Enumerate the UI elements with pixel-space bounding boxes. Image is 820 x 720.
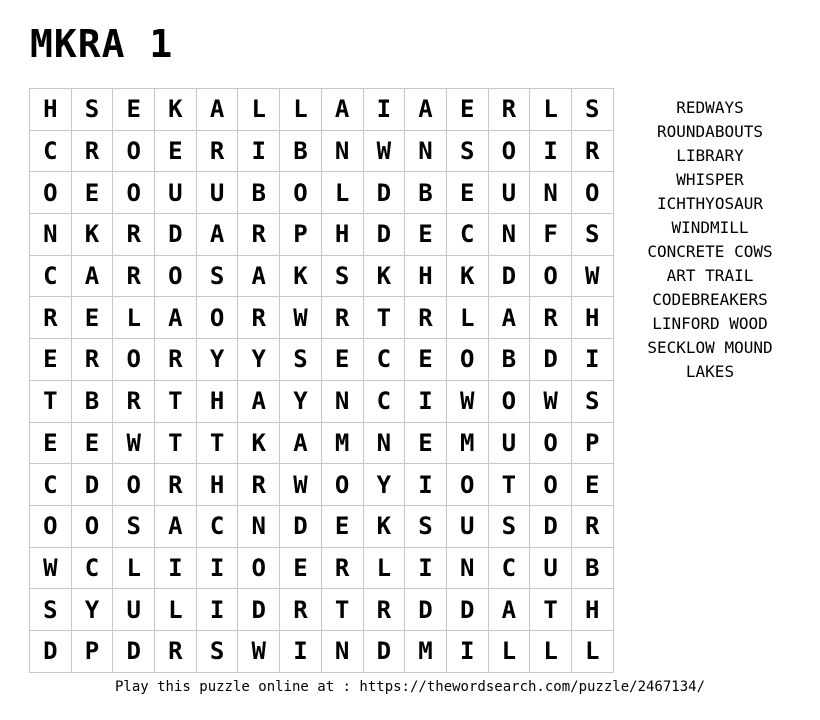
grid-row — [30, 464, 614, 506]
grid-cell[interactable]: D — [446, 589, 488, 631]
word-list-item: CONCRETE COWS — [647, 242, 773, 261]
grid-cell[interactable]: O — [530, 255, 572, 297]
grid-cell[interactable]: S — [280, 339, 322, 381]
word-list-item: WHISPER — [676, 170, 744, 189]
grid-cell[interactable]: R — [321, 297, 363, 339]
grid-cell[interactable]: E — [30, 422, 72, 464]
grid-cell[interactable]: O — [571, 172, 613, 214]
grid-cell[interactable]: D — [363, 630, 405, 672]
grid-cell[interactable]: L — [155, 589, 197, 631]
grid-cell[interactable]: O — [71, 505, 113, 547]
grid-cell[interactable]: U — [155, 172, 197, 214]
footer-play-online-text: Play this puzzle online at : https://thewordsearch.com/puzzle/2467134/ — [114, 679, 705, 695]
grid-cell[interactable]: B — [488, 339, 530, 381]
grid-cell[interactable]: S — [405, 505, 447, 547]
grid-cell[interactable]: D — [71, 464, 113, 506]
grid-cell[interactable]: T — [363, 297, 405, 339]
grid-cell[interactable]: B — [71, 380, 113, 422]
grid-cell[interactable]: N — [405, 130, 447, 172]
grid-cell[interactable]: R — [238, 214, 280, 256]
word-list-item: LINFORD WOOD — [652, 314, 768, 333]
grid-cell[interactable]: U — [113, 589, 155, 631]
grid-cell[interactable]: B — [280, 130, 322, 172]
grid-cell[interactable]: D — [530, 339, 572, 381]
word-list-item: LIBRARY — [676, 146, 744, 165]
grid-cell[interactable]: L — [363, 547, 405, 589]
word-list-item: ROUNDABOUTS — [657, 122, 763, 141]
grid-row — [30, 589, 614, 631]
grid-cell[interactable]: R — [405, 297, 447, 339]
grid-cell[interactable]: R — [71, 339, 113, 381]
grid-cell[interactable]: E — [571, 464, 613, 506]
grid-cell[interactable]: S — [196, 630, 238, 672]
grid-cell[interactable]: L — [238, 89, 280, 131]
grid-cell[interactable]: W — [238, 630, 280, 672]
word-list-item: SECKLOW MOUND — [647, 338, 773, 357]
grid-cell[interactable]: N — [530, 172, 572, 214]
grid-cell[interactable]: R — [196, 130, 238, 172]
grid-cell[interactable]: A — [238, 255, 280, 297]
grid-cell[interactable]: W — [113, 422, 155, 464]
grid-cell[interactable]: M — [405, 630, 447, 672]
grid-cell[interactable]: C — [71, 547, 113, 589]
grid-cell[interactable]: T — [321, 589, 363, 631]
grid-cell[interactable]: R — [321, 547, 363, 589]
grid-cell[interactable]: N — [238, 505, 280, 547]
grid-row — [30, 380, 614, 422]
grid-cell[interactable]: N — [321, 630, 363, 672]
grid-cell[interactable]: W — [30, 547, 72, 589]
grid-row — [30, 422, 614, 464]
grid-cell[interactable]: R — [113, 214, 155, 256]
grid-cell[interactable]: S — [321, 255, 363, 297]
grid-cell[interactable]: W — [280, 464, 322, 506]
puzzle-title: MKRA 1 — [30, 22, 174, 66]
grid-cell[interactable]: C — [363, 380, 405, 422]
grid-cell[interactable]: D — [280, 505, 322, 547]
grid-cell[interactable]: O — [530, 422, 572, 464]
grid-cell[interactable]: I — [363, 89, 405, 131]
grid-cell[interactable]: O — [238, 547, 280, 589]
grid-cell[interactable]: N — [30, 214, 72, 256]
grid-cell[interactable]: O — [113, 339, 155, 381]
grid-cell[interactable]: L — [488, 630, 530, 672]
grid-cell[interactable]: P — [71, 630, 113, 672]
grid-cell[interactable]: E — [405, 214, 447, 256]
grid-cell[interactable]: H — [30, 89, 72, 131]
grid-cell[interactable]: C — [363, 339, 405, 381]
grid-cell[interactable]: H — [405, 255, 447, 297]
grid-cell[interactable]: R — [155, 339, 197, 381]
grid-cell[interactable]: S — [196, 255, 238, 297]
grid-cell[interactable]: A — [196, 89, 238, 131]
grid-cell[interactable]: T — [155, 422, 197, 464]
grid-cell[interactable]: S — [113, 505, 155, 547]
grid-cell[interactable]: I — [280, 630, 322, 672]
grid-cell[interactable]: I — [530, 130, 572, 172]
grid-cell[interactable]: O — [321, 464, 363, 506]
grid-cell[interactable]: O — [113, 130, 155, 172]
grid-cell[interactable]: I — [446, 630, 488, 672]
grid-cell[interactable]: B — [405, 172, 447, 214]
grid-cell[interactable]: U — [196, 172, 238, 214]
grid-cell[interactable]: O — [446, 464, 488, 506]
grid-cell[interactable]: B — [571, 547, 613, 589]
grid-cell[interactable]: K — [238, 422, 280, 464]
grid-row — [30, 505, 614, 547]
word-list-item: REDWAYS — [676, 98, 744, 117]
grid-cell[interactable]: U — [530, 547, 572, 589]
grid-cell[interactable]: I — [196, 589, 238, 631]
grid-cell[interactable]: E — [280, 547, 322, 589]
grid-cell[interactable]: I — [196, 547, 238, 589]
grid-cell[interactable]: A — [321, 89, 363, 131]
grid-cell[interactable]: S — [571, 214, 613, 256]
grid-cell[interactable]: S — [571, 380, 613, 422]
grid-cell[interactable]: R — [71, 130, 113, 172]
grid-cell[interactable]: I — [238, 130, 280, 172]
grid-cell[interactable]: P — [571, 422, 613, 464]
grid-cell[interactable]: O — [196, 297, 238, 339]
grid-cell[interactable]: W — [280, 297, 322, 339]
grid-cell[interactable]: N — [446, 547, 488, 589]
grid-cell[interactable]: U — [488, 422, 530, 464]
grid-cell[interactable]: Y — [71, 589, 113, 631]
grid-cell[interactable]: M — [446, 422, 488, 464]
grid-cell[interactable]: A — [488, 589, 530, 631]
grid-cell[interactable]: W — [530, 380, 572, 422]
grid-cell[interactable]: D — [363, 172, 405, 214]
grid-cell[interactable]: O — [113, 464, 155, 506]
grid-row — [30, 130, 614, 172]
grid-cell[interactable]: S — [30, 589, 72, 631]
grid-cell[interactable]: K — [280, 255, 322, 297]
grid-cell[interactable]: O — [155, 255, 197, 297]
grid-cell[interactable]: Y — [196, 339, 238, 381]
grid-row — [30, 339, 614, 381]
grid-cell[interactable]: H — [321, 214, 363, 256]
grid-cell[interactable]: O — [446, 339, 488, 381]
grid-row — [30, 297, 614, 339]
grid-cell[interactable]: H — [571, 589, 613, 631]
grid-cell[interactable]: L — [113, 547, 155, 589]
grid-cell[interactable]: W — [446, 380, 488, 422]
grid-cell[interactable]: K — [446, 255, 488, 297]
grid-cell[interactable]: L — [113, 297, 155, 339]
grid-row — [30, 630, 614, 672]
word-list-item: ICHTHYOSAUR — [657, 194, 763, 213]
grid-cell[interactable]: C — [446, 214, 488, 256]
grid-cell[interactable]: E — [446, 89, 488, 131]
grid-cell[interactable]: A — [280, 422, 322, 464]
grid-cell[interactable]: N — [321, 380, 363, 422]
grid-cell[interactable]: C — [30, 255, 72, 297]
grid-cell[interactable]: S — [571, 89, 613, 131]
grid-cell[interactable]: R — [571, 130, 613, 172]
grid-cell[interactable]: E — [321, 505, 363, 547]
grid-cell[interactable]: D — [155, 214, 197, 256]
word-list-item: WINDMILL — [671, 218, 749, 237]
grid-cell[interactable]: M — [321, 422, 363, 464]
grid-cell[interactable]: C — [30, 464, 72, 506]
grid-cell[interactable]: O — [488, 130, 530, 172]
grid-row — [30, 547, 614, 589]
grid-cell[interactable]: C — [30, 130, 72, 172]
grid-cell[interactable]: E — [321, 339, 363, 381]
grid-cell[interactable]: A — [155, 297, 197, 339]
letter-grid[interactable] — [29, 88, 614, 673]
grid-cell[interactable]: K — [363, 505, 405, 547]
grid-cell[interactable]: R — [113, 255, 155, 297]
grid-cell[interactable]: K — [155, 89, 197, 131]
grid-cell[interactable]: R — [238, 297, 280, 339]
grid-cell[interactable]: A — [488, 297, 530, 339]
grid-cell[interactable]: T — [30, 380, 72, 422]
grid-cell[interactable]: L — [571, 630, 613, 672]
grid-cell[interactable]: D — [30, 630, 72, 672]
grid-cell[interactable]: U — [488, 172, 530, 214]
grid-cell[interactable]: C — [488, 547, 530, 589]
grid-cell[interactable]: L — [530, 89, 572, 131]
grid-cell[interactable]: O — [530, 464, 572, 506]
grid-row — [30, 89, 614, 131]
grid-cell[interactable]: N — [363, 422, 405, 464]
grid-cell[interactable]: W — [363, 130, 405, 172]
grid-cell[interactable]: N — [488, 214, 530, 256]
grid-cell[interactable]: R — [363, 589, 405, 631]
grid-cell[interactable]: K — [71, 214, 113, 256]
word-list-item: LAKES — [685, 362, 735, 381]
grid-cell[interactable]: Y — [280, 380, 322, 422]
grid-cell[interactable]: T — [488, 464, 530, 506]
grid-cell[interactable]: E — [71, 172, 113, 214]
grid-cell[interactable]: O — [30, 505, 72, 547]
grid-cell[interactable]: F — [530, 214, 572, 256]
grid-cell[interactable]: R — [280, 589, 322, 631]
grid-cell[interactable]: E — [71, 422, 113, 464]
grid-cell[interactable]: E — [113, 89, 155, 131]
grid-cell[interactable]: D — [113, 630, 155, 672]
grid-row — [30, 255, 614, 297]
word-list-item: CODEBREAKERS — [652, 290, 768, 309]
grid-cell[interactable]: S — [71, 89, 113, 131]
grid-cell[interactable]: S — [488, 505, 530, 547]
grid-cell[interactable]: E — [405, 422, 447, 464]
grid-cell[interactable]: L — [446, 297, 488, 339]
grid-cell[interactable]: R — [155, 464, 197, 506]
grid-cell[interactable]: R — [238, 464, 280, 506]
grid-cell[interactable]: P — [280, 214, 322, 256]
grid-cell[interactable]: I — [155, 547, 197, 589]
grid-cell[interactable]: E — [30, 339, 72, 381]
grid-cell[interactable]: R — [571, 505, 613, 547]
grid-cell[interactable]: U — [446, 505, 488, 547]
grid-cell[interactable]: R — [488, 89, 530, 131]
grid-cell[interactable]: D — [530, 505, 572, 547]
grid-cell[interactable]: B — [238, 172, 280, 214]
grid-cell[interactable]: E — [155, 130, 197, 172]
grid-cell[interactable]: K — [363, 255, 405, 297]
grid-cell[interactable]: R — [113, 380, 155, 422]
grid-cell[interactable]: L — [530, 630, 572, 672]
grid-cell[interactable]: T — [155, 380, 197, 422]
grid-cell[interactable]: H — [196, 380, 238, 422]
grid-cell[interactable]: O — [280, 172, 322, 214]
grid-cell[interactable]: H — [196, 464, 238, 506]
grid-cell[interactable]: N — [321, 130, 363, 172]
grid-cell[interactable]: R — [30, 297, 72, 339]
grid-cell[interactable]: I — [405, 547, 447, 589]
grid-cell[interactable]: T — [530, 589, 572, 631]
grid-cell[interactable]: R — [530, 297, 572, 339]
grid-cell[interactable]: A — [155, 505, 197, 547]
word-list-item: ART TRAIL — [666, 266, 754, 285]
grid-cell[interactable]: S — [446, 130, 488, 172]
grid-cell[interactable]: O — [113, 172, 155, 214]
grid-cell[interactable]: L — [280, 89, 322, 131]
grid-cell[interactable]: O — [30, 172, 72, 214]
grid-cell[interactable]: Y — [238, 339, 280, 381]
grid-row — [30, 172, 614, 214]
grid-cell[interactable]: D — [363, 214, 405, 256]
grid-cell[interactable]: O — [488, 380, 530, 422]
grid-cell[interactable]: A — [238, 380, 280, 422]
grid-cell[interactable]: D — [238, 589, 280, 631]
grid-row — [30, 214, 614, 256]
grid-cell[interactable]: Y — [363, 464, 405, 506]
grid-cell[interactable]: I — [571, 339, 613, 381]
grid-cell[interactable]: W — [571, 255, 613, 297]
grid-cell[interactable]: E — [71, 297, 113, 339]
grid-cell[interactable]: I — [405, 380, 447, 422]
grid-cell[interactable]: A — [405, 89, 447, 131]
grid-cell[interactable]: A — [71, 255, 113, 297]
grid-cell[interactable]: D — [405, 589, 447, 631]
grid-cell[interactable]: E — [405, 339, 447, 381]
grid-cell[interactable]: T — [196, 422, 238, 464]
grid-cell[interactable]: I — [405, 464, 447, 506]
grid-cell[interactable]: C — [196, 505, 238, 547]
grid-cell[interactable]: R — [155, 630, 197, 672]
grid-cell[interactable]: H — [571, 297, 613, 339]
grid-cell[interactable]: L — [321, 172, 363, 214]
word-list — [630, 96, 790, 384]
grid-cell[interactable]: D — [488, 255, 530, 297]
grid-cell[interactable]: A — [196, 214, 238, 256]
grid-cell[interactable]: E — [446, 172, 488, 214]
